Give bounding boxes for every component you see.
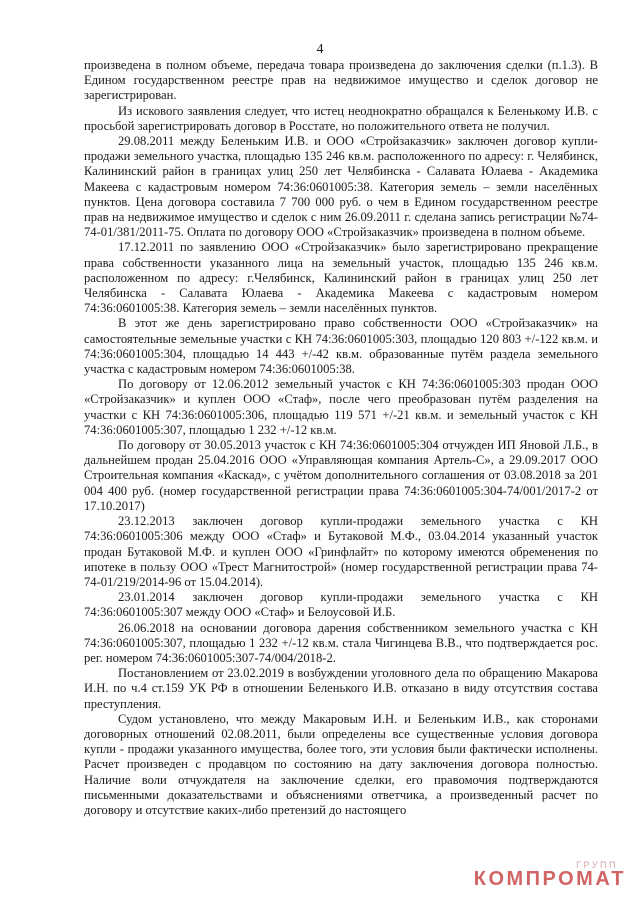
paragraph-2: Из искового заявления следует, что истец неоднократно обращался к Беленькому И.В. с просьбой зарегистрировать договор в Росстате, но положительного ответа не получил. [84,103,598,133]
watermark-main-text: КОМПРОМАТ [473,868,626,890]
paragraph-3: 29.08.2011 между Беленьким И.В. и ООО «Стройзаказчик» заключен договор купли-продажи земельного участка, площадью 135 246 кв.м. расположенного по адресу: г. Челябинск, Калининский район в границах улиц 250 лет Челябинска - Салавата Юлаева - Академика Макеева с кадастровым номером 74:36:0601005:38. Категория земель – земли населённых пунктов. Цена договора составила 7 700 000 руб. о чем в Едином государственном реестре прав на недвижимое имущество и сделок с ним 26.09.2011 г. сделана запись регистрации №74-74-01/381/2011-75. Оплата по договору ООО «Стройзаказчик» произведена в полном объеме. [84,134,598,240]
paragraph-12: Судом установлено, что между Макаровым И.Н. и Беленьким И.В., как сторонами договорных отношений 02.08.2011, были определены все существенные условия договора купли - продажи указанного имущества, более того, эти условия были фактически исполнены. Расчет произведен с продавцом по состоянию на дату заключения договора полностью. Наличие воли отчуждателя на заключение сделки, его правомочия подтверждаются письменными доказательствами и объяснениями ответчика, а произведенный расчет по договору и отсутствие каких-либо претензий до настоящего [84,711,598,817]
paragraph-9: 23.01.2014 заключен договор купли-продажи земельного участка с КН 74:36:0601005:307 между ООО «Стаф» и Белоусовой И.Б. [84,590,598,620]
paragraph-6: По договору от 12.06.2012 земельный участок с КН 74:36:0601005:303 продан ООО «Стройзаказчик» и куплен ООО «Стаф», после чего преобразован путём разделения на участки с КН 74:36:0601005:306, площадью 119 571 +/-21 кв.м. и земельный участок с КН 74:36:0601005:307, площадью 1 232 +/-12 кв.м. [84,377,598,437]
paragraph-5: В этот же день зарегистрировано право собственности ООО «Стройзаказчик» на самостоятельные земельные участки с КН 74:36:0601005:303, площадью 120 803 +/-122 кв.м. и 74:36:0601005:304, площадью 14 443 +/-42 кв.м. образованные путём раздела земельного участка с кадастровым номером 74:36:0601005:38. [84,316,598,377]
document-body [84,58,598,818]
watermark-small-text: ГРУПП [576,860,618,870]
paragraph-10: 26.06.2018 на основании договора дарения собственником земельного участка с КН 74:36:0601005:307, площадью 1 232 +/-12 кв.м. стала Чигинцева В.В., что подтверждается рос. рег. номером 74:36:0601005:307-74/004/2018-2. [84,620,598,665]
watermark-logo [473,858,640,905]
page-number: 4 [316,42,324,57]
paragraph-7: По договору от 30.05.2013 участок с КН 74:36:0601005:304 отчужден ИП Яновой Л.Б., в дальнейшем продан 25.04.2016 ООО «Управляющая компания Артель-С», а 29.09.2017 ООО Строительная компания «Каскад», с учётом дополнительного соглашения от 03.08.2018 за 201 004 400 руб. (номер государственной регистрации права 74:36:0601005:304-74/001/2017-2 от 17.10.2017) [84,438,598,513]
paragraph-4: 17.12.2011 по заявлению ООО «Стройзаказчик» было зарегистрировано прекращение права собственности указанного лица на земельный участок, площадью 135 246 кв.м. расположенном по адресу: г.Челябинск, Калининский район в границах улиц 250 лет Челябинска - Салавата Юлаева - Академика Макеева с кадастровым номером 74:36:0601005:38. Категория земель – земли населённых пунктов. [84,240,598,316]
paragraph-11: Постановлением от 23.02.2019 в возбуждении уголовного дела по обращению Макарова И.Н. по ч.4 ст.159 УК РФ в отношении Беленького И.В. отказано в виду отсутствия состава преступления. [84,666,598,711]
paragraph-8: 23.12.2013 заключен договор купли-продажи земельного участка с КН 74:36:0601005:306 между ООО «Стаф» и Бутаковой М.Ф., 03.04.2014 указанный участок продан Бутаковой М.Ф. и куплен ООО «Гринфлайт» по которому имеются обременения по ипотеке в пользу ООО «Трест Магнитострой» (номер государственной регистрации права 74-74-01/219/2014-96 от 15.04.2014). [84,514,598,589]
paragraph-1: произведена в полном объеме, передача товара произведена до заключения сделки (п.1.3). В Едином государственном реестре прав на недвижимое имущество и сделок договор не зарегистрирован. [84,58,598,103]
